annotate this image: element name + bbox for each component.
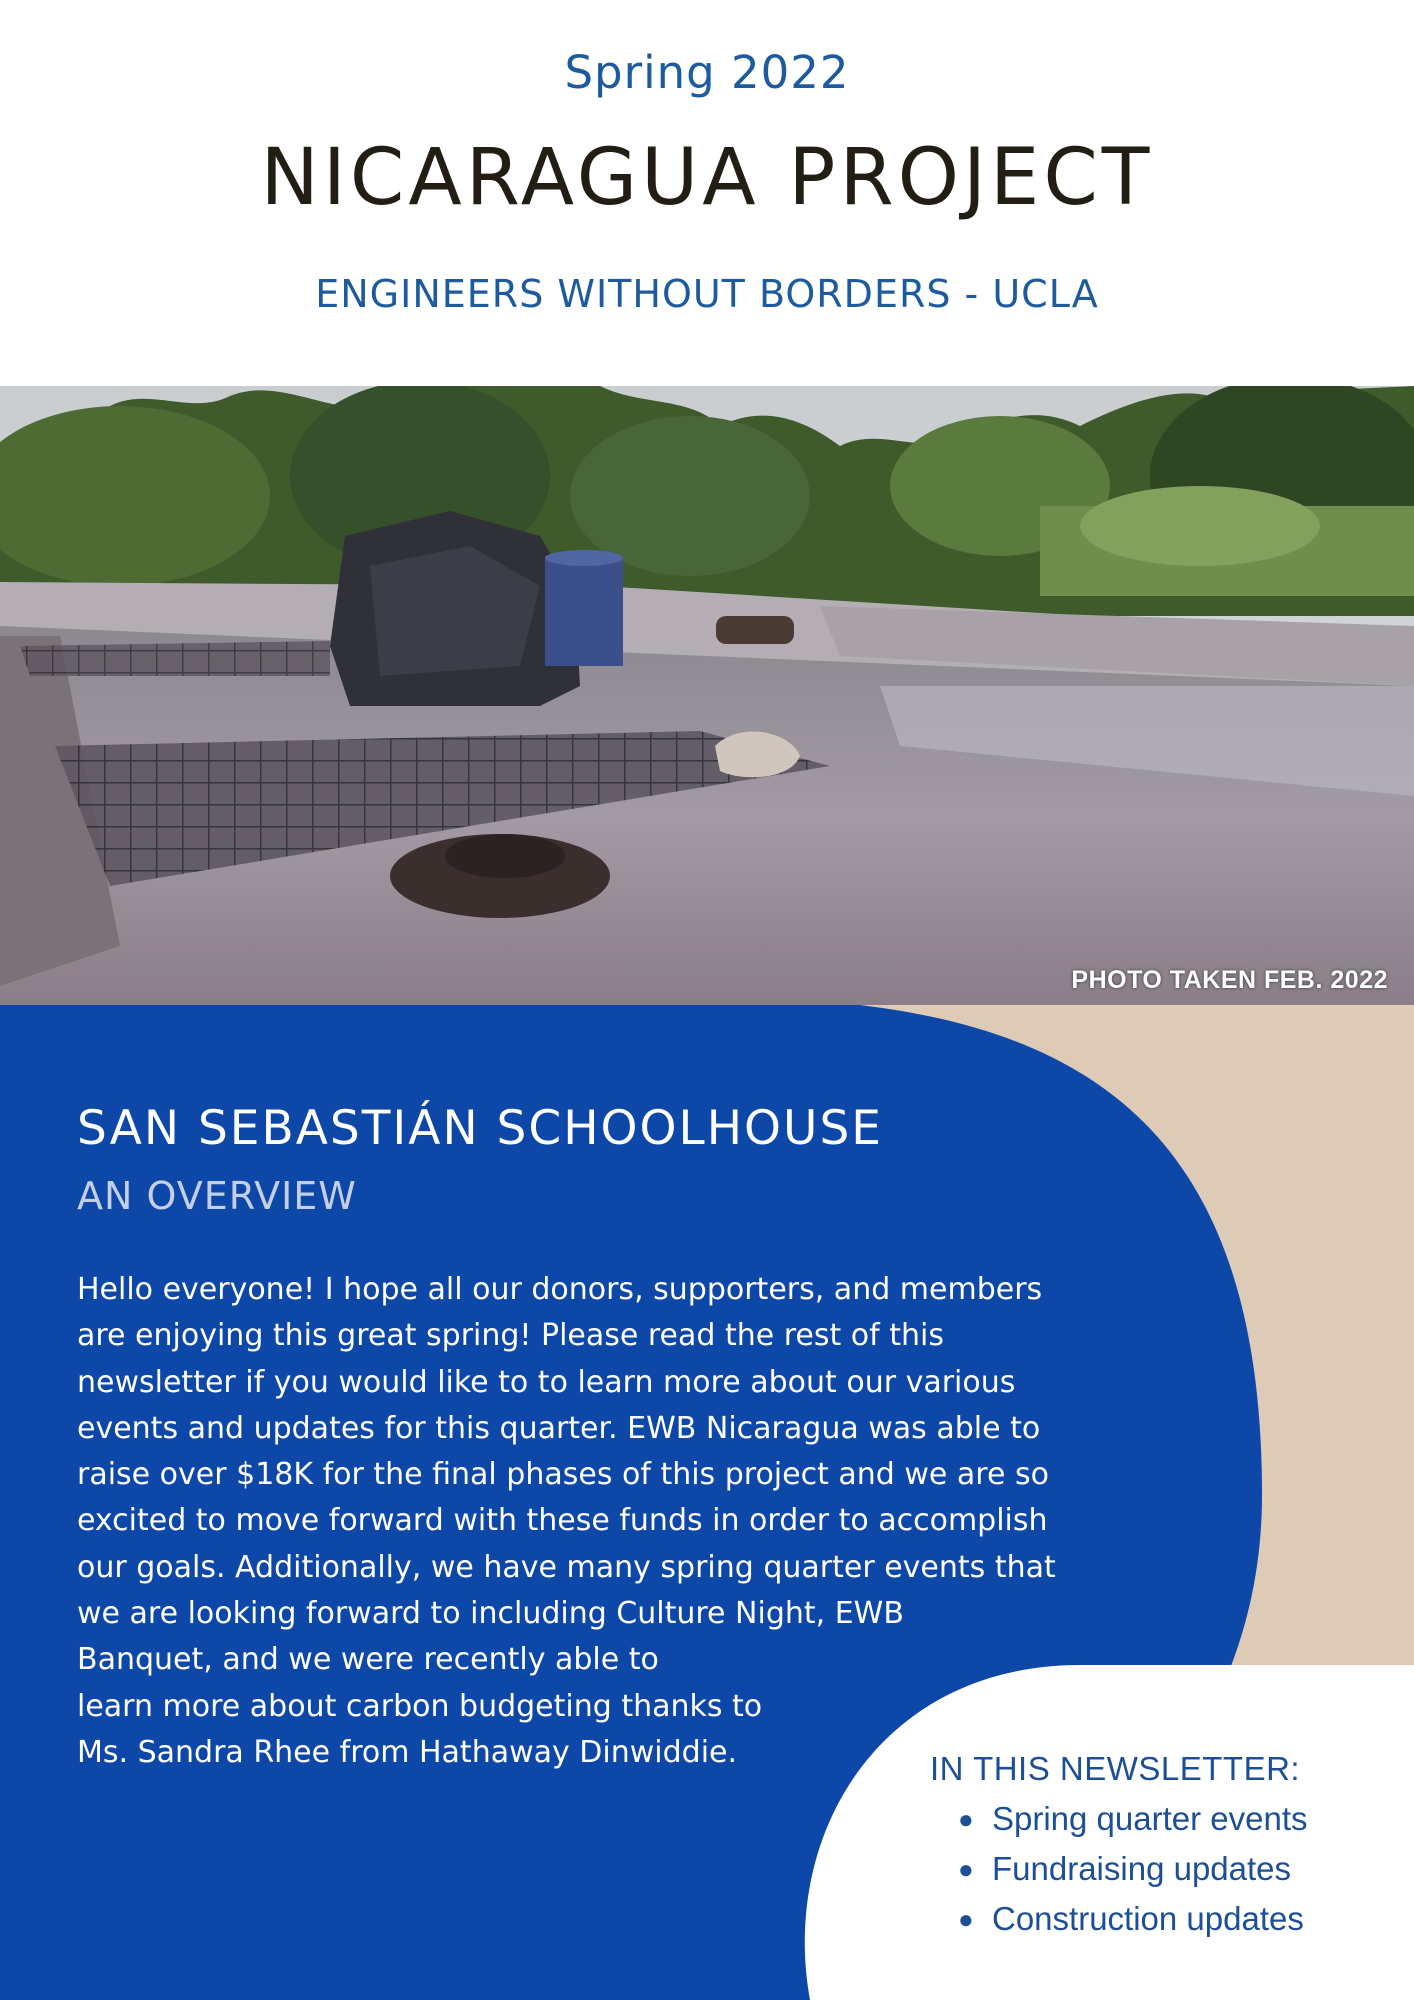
body-line: excited to move forward with these funds in order to accomplish bbox=[77, 1503, 1048, 1539]
body-line: Ms. Sandra Rhee from Hathaway Dinwiddie. bbox=[77, 1734, 738, 1770]
bullet-icon: ● bbox=[958, 1854, 974, 1884]
body-line: Hello everyone! I hope all our donors, supporters, and members bbox=[77, 1272, 1043, 1307]
photo-caption: PHOTO TAKEN FEB. 2022 bbox=[1071, 966, 1388, 994]
body-line: newsletter if you would like to to learn more about our various bbox=[77, 1364, 1016, 1400]
body-line: events and updates for this quarter. EWB Nicaragua was able to bbox=[77, 1410, 1041, 1446]
organization-name: ENGINEERS WITHOUT BORDERS - UCLA bbox=[315, 272, 1099, 316]
body-line: we are looking forward to including Culture Night, EWB bbox=[77, 1596, 904, 1632]
body-line: our goals. Additionally, we have many spring quarter events that bbox=[77, 1549, 1056, 1585]
list-item bbox=[958, 1794, 1370, 1844]
newsletter-title: NICARAGUA PROJECT bbox=[260, 133, 1154, 223]
contents-item-label: Fundraising updates bbox=[992, 1850, 1292, 1887]
construction-site-image bbox=[0, 386, 1414, 1005]
contents-item-label: Construction updates bbox=[992, 1900, 1304, 1937]
body-line: are enjoying this great spring! Please read the rest of this bbox=[77, 1318, 944, 1354]
contents-item-label: Spring quarter events bbox=[992, 1800, 1308, 1837]
overview-section bbox=[0, 1005, 1414, 2000]
body-line: raise over $18K for the final phases of this project and we are so bbox=[77, 1457, 1049, 1493]
bullet-icon: ● bbox=[958, 1904, 974, 1934]
section-subtitle: AN OVERVIEW bbox=[77, 1174, 357, 1218]
body-line: Banquet, and we were recently able to bbox=[77, 1642, 659, 1678]
season-label: Spring 2022 bbox=[564, 46, 850, 99]
newsletter-contents bbox=[930, 1750, 1370, 1944]
bullet-icon: ● bbox=[958, 1804, 974, 1834]
section-title: SAN SEBASTIÁN SCHOOLHOUSE bbox=[77, 1101, 883, 1156]
contents-list bbox=[930, 1794, 1370, 1944]
newsletter-header bbox=[0, 0, 1414, 386]
overview-body bbox=[77, 1267, 1137, 1776]
list-item bbox=[958, 1894, 1370, 1944]
contents-heading: IN THIS NEWSLETTER: bbox=[930, 1750, 1301, 1787]
construction-site-photo bbox=[0, 386, 1414, 1005]
list-item bbox=[958, 1844, 1370, 1894]
body-line: learn more about carbon budgeting thanks to bbox=[77, 1688, 763, 1724]
